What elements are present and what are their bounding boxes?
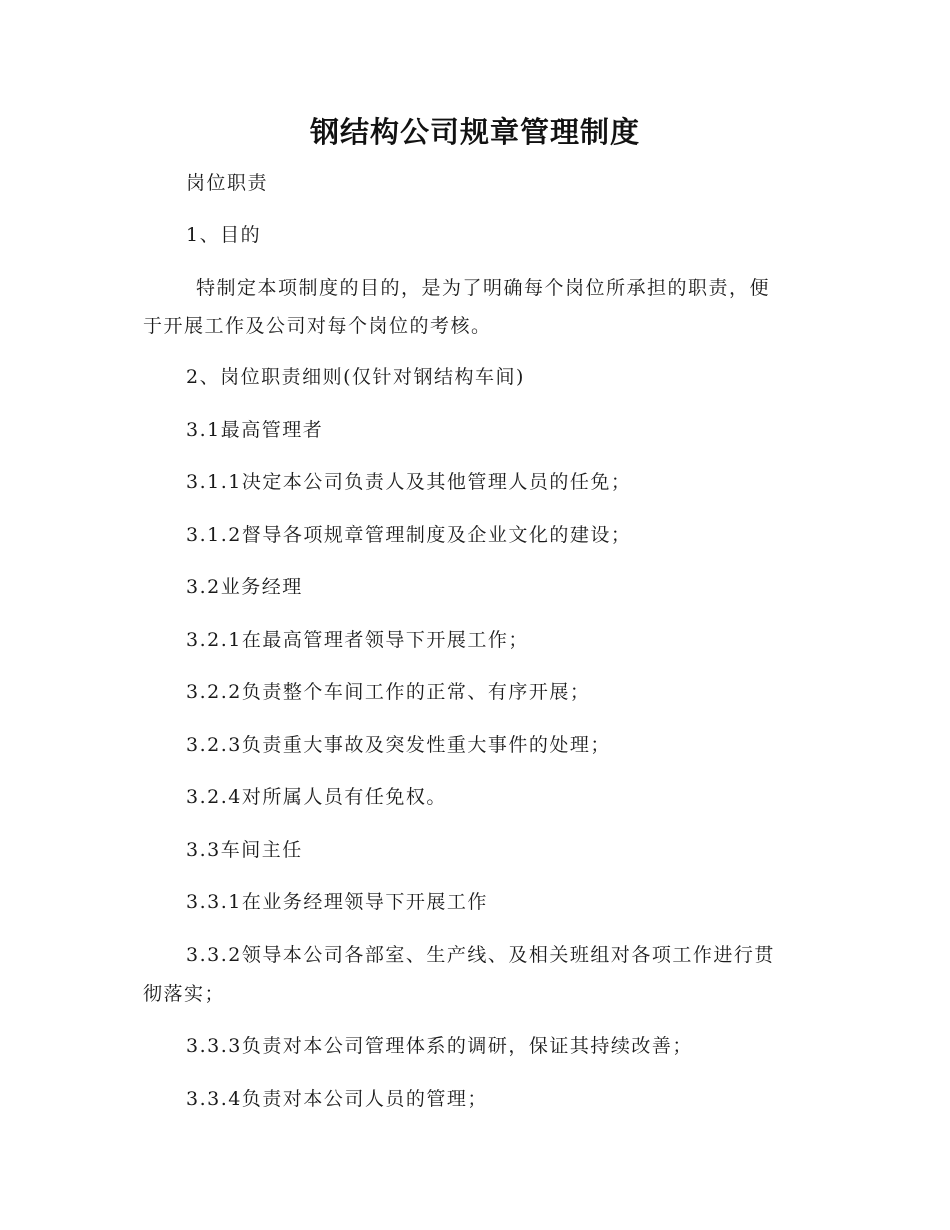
section-heading: 岗位职责 [186,172,269,194]
duty-item: 3.2.4对所属人员有任免权。 [186,786,447,808]
subsection-heading: 3.2业务经理 [186,576,303,598]
duty-item-line-2: 彻落实； [143,983,226,1005]
duty-item: 3.3.1在业务经理领导下开展工作 [186,891,488,913]
duty-item: 3.2.1在最高管理者领导下开展工作； [186,629,529,651]
duty-item: 3.2.2负责整个车间工作的正常、有序开展； [186,681,591,703]
duty-item-line-1: 3.3.2领导本公司各部室、生产线、及相关班组对各项工作进行贯 [186,944,775,966]
duty-item: 3.1.1决定本公司负责人及其他管理人员的任免； [186,471,632,493]
duty-item: 3.3.3负责对本公司管理体系的调研，保证其持续改善； [186,1035,693,1057]
duty-item: 3.1.2督导各项规章管理制度及企业文化的建设； [186,524,632,546]
subsection-heading: 3.1最高管理者 [186,419,324,441]
duties-heading: 2、岗位职责细则(仅针对钢结构车间) [186,366,525,388]
duty-item: 3.3.4负责对本公司人员的管理； [186,1088,488,1110]
purpose-text-line-2: 于开展工作及公司对每个岗位的考核。 [143,315,492,337]
purpose-heading: 1、目的 [186,224,262,246]
purpose-text-line-1: 特制定本项制度的目的，是为了明确每个岗位所承担的职责，便 [196,277,771,299]
subsection-heading: 3.3车间主任 [186,839,303,861]
document-title: 钢结构公司规章管理制度 [309,115,640,149]
duty-item: 3.2.3负责重大事故及突发性重大事件的处理； [186,734,611,756]
